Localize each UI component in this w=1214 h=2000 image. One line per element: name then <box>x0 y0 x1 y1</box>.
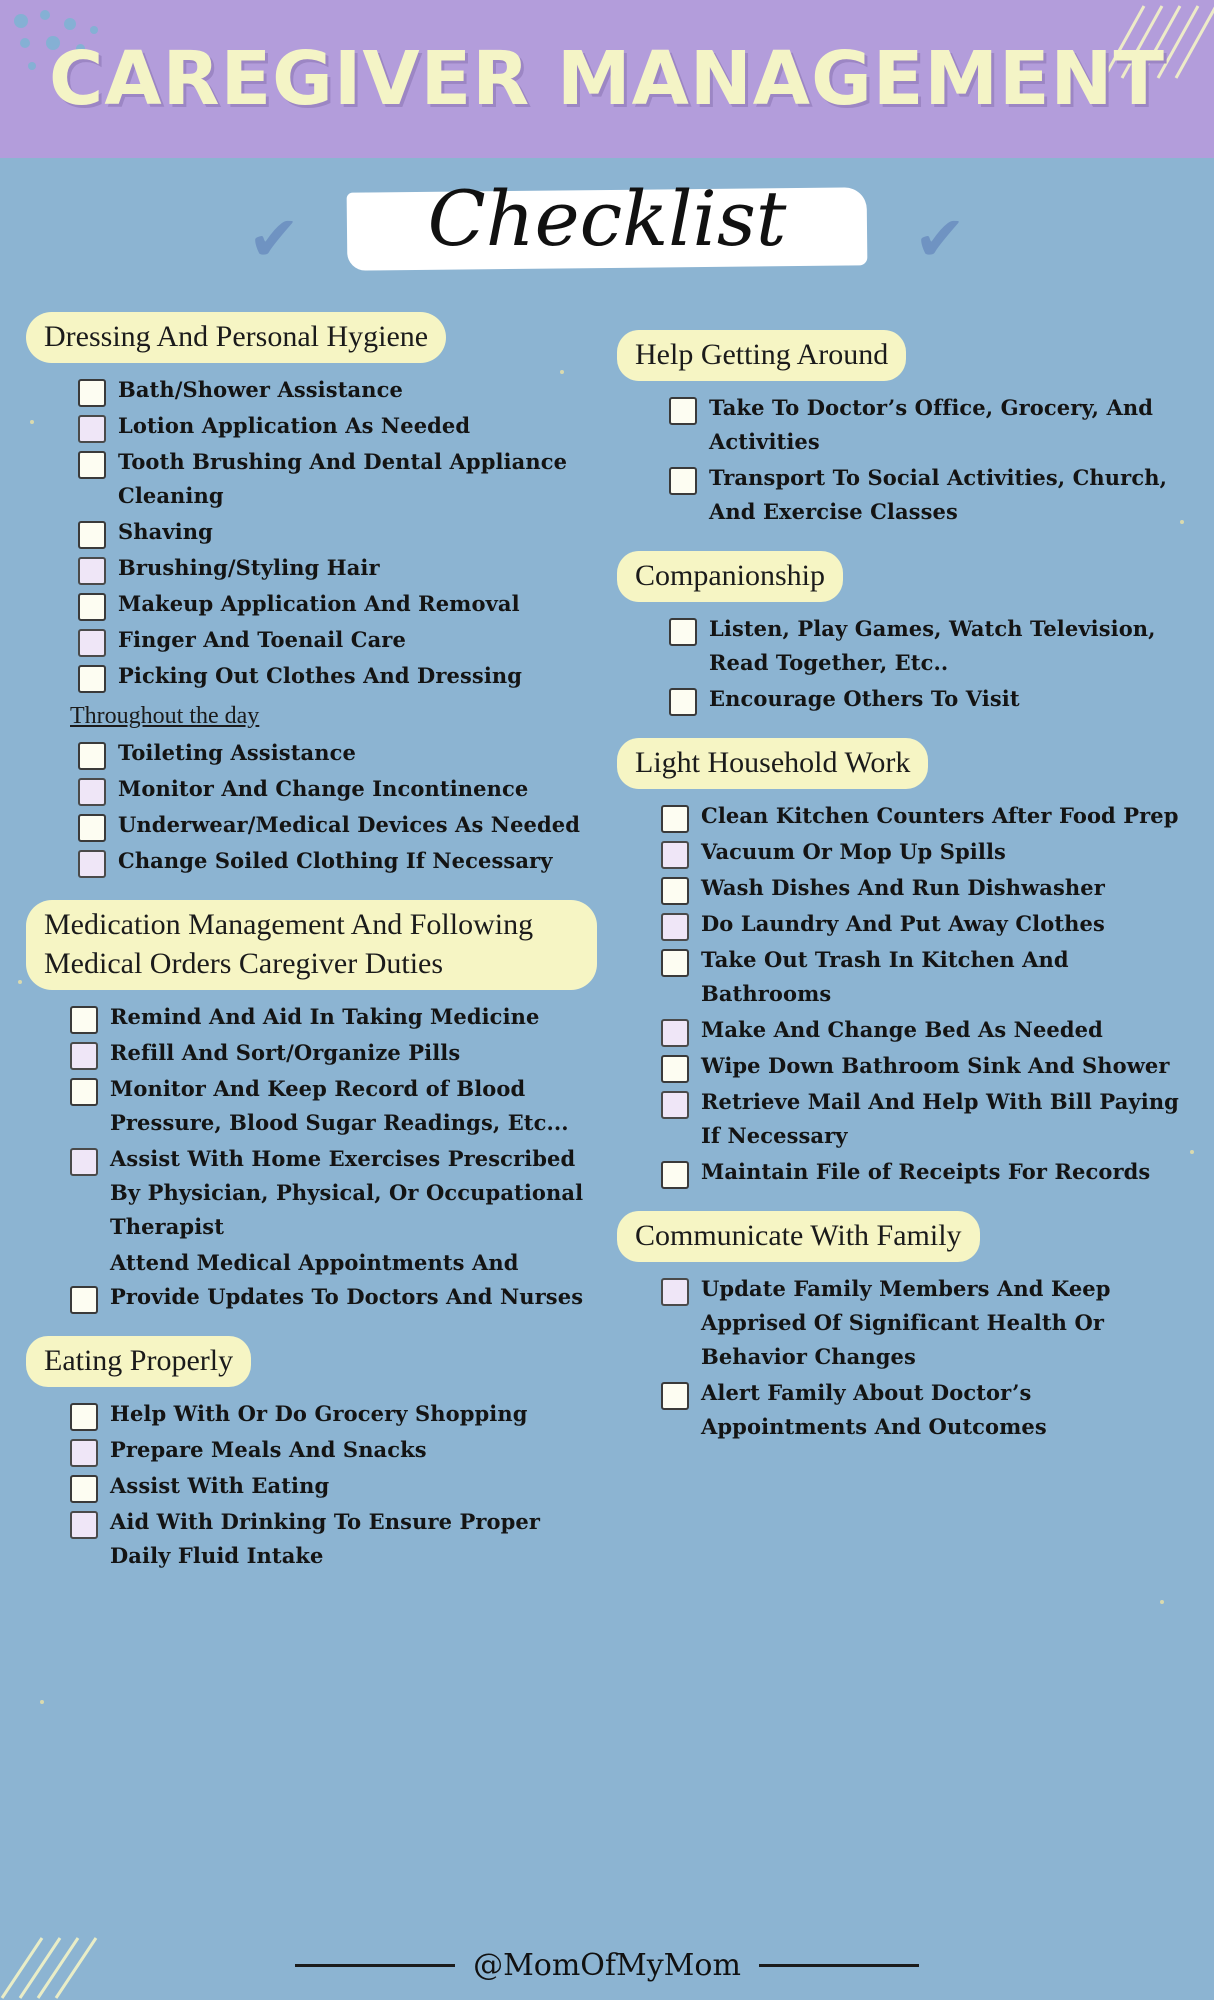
item-label: Retrieve Mail And Help With Bill Paying If Necessary <box>701 1089 1179 1149</box>
footer-rule-right <box>759 1964 919 1967</box>
checkbox[interactable] <box>78 850 106 878</box>
checkbox[interactable] <box>70 1475 98 1503</box>
checkbox[interactable] <box>661 841 689 869</box>
section-communicate-with-family <box>617 1195 1188 1444</box>
list-item[interactable] <box>661 1049 1188 1083</box>
item-label: Lotion Application As Needed <box>118 413 471 439</box>
item-label: Bath/Shower Assistance <box>118 377 403 402</box>
checkbox[interactable] <box>78 557 106 585</box>
footer-handle: @MomOfMyMom <box>473 1947 741 1983</box>
list-item[interactable] <box>70 1142 597 1244</box>
section-title: Communicate With Family <box>617 1211 980 1262</box>
item-label: Listen, Play Games, Watch Television, Read Together, Etc.. <box>709 616 1156 676</box>
section-title: Dressing And Personal Hygiene <box>26 312 446 363</box>
checkbox[interactable] <box>70 1148 98 1176</box>
checkbox[interactable] <box>78 665 106 693</box>
checkbox[interactable] <box>78 593 106 621</box>
checklist-banner <box>0 172 1214 292</box>
checkmark-icon-left: ✔ <box>248 202 300 275</box>
checklist-items <box>661 1272 1188 1444</box>
item-label: Help With Or Do Grocery Shopping <box>110 1401 528 1427</box>
page-title: CAREGIVER MANAGEMENT <box>49 36 1165 122</box>
checkbox[interactable] <box>669 467 697 495</box>
list-item[interactable] <box>78 515 597 549</box>
section-title: Companionship <box>617 551 843 602</box>
checkbox[interactable] <box>661 913 689 941</box>
section-medication-management <box>26 884 597 1314</box>
list-item[interactable] <box>78 445 597 513</box>
checkbox[interactable] <box>70 1006 98 1034</box>
section-eating-properly <box>26 1320 597 1573</box>
checklist-items <box>70 1000 597 1314</box>
list-item[interactable] <box>78 409 597 443</box>
item-label: Aid With Drinking To Ensure Proper Daily Fluid Intake <box>110 1509 541 1569</box>
list-item[interactable] <box>669 391 1188 459</box>
item-label: Clean Kitchen Counters After Food Prep <box>701 803 1179 829</box>
item-label: Do Laundry And Put Away Clothes <box>701 911 1105 937</box>
list-item[interactable] <box>661 835 1188 869</box>
item-label: Picking Out Clothes And Dressing <box>118 663 523 689</box>
list-item[interactable] <box>78 659 597 693</box>
item-label: Vacuum Or Mop Up Spills <box>701 839 1006 865</box>
checkbox[interactable] <box>669 618 697 646</box>
checkbox[interactable] <box>70 1511 98 1539</box>
checkbox[interactable] <box>78 629 106 657</box>
list-item[interactable] <box>661 907 1188 941</box>
checkbox[interactable] <box>661 1055 689 1083</box>
checkmark-icon-right: ✔ <box>914 202 966 275</box>
list-item[interactable] <box>70 1246 597 1314</box>
checkbox[interactable] <box>78 451 106 479</box>
checkbox[interactable] <box>70 1439 98 1467</box>
section-help-getting-around <box>617 314 1188 529</box>
checkbox[interactable] <box>78 415 106 443</box>
item-label: Take To Doctor’s Office, Grocery, And Activities <box>709 395 1154 455</box>
list-item[interactable] <box>78 587 597 621</box>
item-label: Monitor And Keep Record of Blood Pressure, Blood Sugar Readings, Etc... <box>110 1076 569 1136</box>
item-label: Attend Medical Appointments And Provide Updates To Doctors And Nurses <box>110 1250 584 1310</box>
checkbox[interactable] <box>70 1042 98 1070</box>
checkbox[interactable] <box>661 1161 689 1189</box>
list-item[interactable] <box>78 623 597 657</box>
list-item[interactable] <box>78 808 597 842</box>
checkbox[interactable] <box>78 379 106 407</box>
checklist-items <box>78 373 597 693</box>
list-item[interactable] <box>661 799 1188 833</box>
checkbox[interactable] <box>669 397 697 425</box>
section-title: Help Getting Around <box>617 330 906 381</box>
banner-script-word: Checklist <box>427 174 787 263</box>
checkbox[interactable] <box>70 1286 98 1314</box>
footer-rule-left <box>295 1964 455 1967</box>
item-label: Update Family Members And Keep Apprised Of Significant Health Or Behavior Changes <box>701 1276 1111 1370</box>
item-label: Wash Dishes And Run Dishwasher <box>701 875 1105 901</box>
list-item[interactable] <box>70 1397 597 1431</box>
checklist-items <box>70 1397 597 1573</box>
list-item[interactable] <box>78 736 597 770</box>
checklist-items <box>669 612 1188 716</box>
checkbox[interactable] <box>669 688 697 716</box>
checkbox[interactable] <box>78 814 106 842</box>
list-item[interactable] <box>70 1072 597 1140</box>
checklist-items <box>661 799 1188 1189</box>
list-item[interactable] <box>70 1505 597 1573</box>
section-title: Medication Management And Following Medical Orders Caregiver Duties <box>26 900 597 990</box>
list-item[interactable] <box>70 1433 597 1467</box>
item-label: Monitor And Change Incontinence <box>118 776 529 802</box>
list-item[interactable] <box>661 1155 1188 1189</box>
list-item[interactable] <box>661 1085 1188 1153</box>
list-item[interactable] <box>78 551 597 585</box>
subsection-note: Throughout the day <box>70 703 260 730</box>
item-label: Assist With Home Exercises Prescribed By Physician, Physical, Or Occupational Therapist <box>110 1146 584 1240</box>
header-band <box>0 0 1214 158</box>
checkbox[interactable] <box>78 521 106 549</box>
checklist-columns <box>0 292 1214 1579</box>
item-label: Toileting Assistance <box>118 740 356 766</box>
section-title: Light Household Work <box>617 738 928 789</box>
item-label: Transport To Social Activities, Church, And Exercise Classes <box>709 465 1167 525</box>
left-column <box>26 296 597 1579</box>
list-item[interactable] <box>78 844 597 878</box>
item-label: Alert Family About Doctor’s Appointments And Outcomes <box>701 1380 1047 1440</box>
list-item[interactable] <box>661 871 1188 905</box>
list-item[interactable] <box>661 1272 1188 1374</box>
list-item[interactable] <box>78 772 597 806</box>
section-dressing-and-personal-hygiene <box>26 296 597 878</box>
checkbox[interactable] <box>661 877 689 905</box>
checkbox[interactable] <box>661 1019 689 1047</box>
footer <box>0 1930 1214 2000</box>
item-label: Tooth Brushing And Dental Appliance Cleaning <box>118 449 568 509</box>
checkbox[interactable] <box>661 949 689 977</box>
item-label: Brushing/Styling Hair <box>118 555 380 581</box>
item-label: Prepare Meals And Snacks <box>110 1437 427 1463</box>
checkbox[interactable] <box>78 778 106 806</box>
item-label: Remind And Aid In Taking Medicine <box>110 1004 540 1030</box>
list-item[interactable] <box>78 373 597 407</box>
list-item[interactable] <box>661 1013 1188 1047</box>
checkbox[interactable] <box>70 1403 98 1431</box>
checkbox[interactable] <box>70 1078 98 1106</box>
section-title: Eating Properly <box>26 1336 251 1387</box>
item-label: Shaving <box>118 519 213 545</box>
item-label: Take Out Trash In Kitchen And Bathrooms <box>701 947 1069 1007</box>
list-item[interactable] <box>669 612 1188 680</box>
section-light-household-work <box>617 722 1188 1189</box>
checkbox[interactable] <box>661 1091 689 1119</box>
item-label: Maintain File of Receipts For Records <box>701 1159 1151 1185</box>
item-label: Wipe Down Bathroom Sink And Shower <box>701 1053 1170 1079</box>
item-label: Assist With Eating <box>110 1473 330 1499</box>
checklist-subitems <box>78 736 597 878</box>
item-label: Change Soiled Clothing If Necessary <box>118 848 553 874</box>
checkbox[interactable] <box>661 1382 689 1410</box>
item-label: Underwear/Medical Devices As Needed <box>118 812 581 838</box>
checklist-items <box>669 391 1188 529</box>
checkbox[interactable] <box>661 805 689 833</box>
item-label: Makeup Application And Removal <box>118 591 520 617</box>
list-item[interactable] <box>70 1000 597 1034</box>
list-item[interactable] <box>70 1036 597 1070</box>
section-companionship <box>617 535 1188 716</box>
checkbox[interactable] <box>661 1278 689 1306</box>
checkbox[interactable] <box>78 742 106 770</box>
list-item[interactable] <box>661 943 1188 1011</box>
item-label: Finger And Toenail Care <box>118 627 406 653</box>
right-column <box>617 296 1188 1579</box>
item-label: Refill And Sort/Organize Pills <box>110 1040 461 1066</box>
list-item[interactable] <box>669 682 1188 716</box>
list-item[interactable] <box>669 461 1188 529</box>
list-item[interactable] <box>661 1376 1188 1444</box>
item-label: Encourage Others To Visit <box>709 686 1020 712</box>
item-label: Make And Change Bed As Needed <box>701 1017 1103 1043</box>
list-item[interactable] <box>70 1469 597 1503</box>
